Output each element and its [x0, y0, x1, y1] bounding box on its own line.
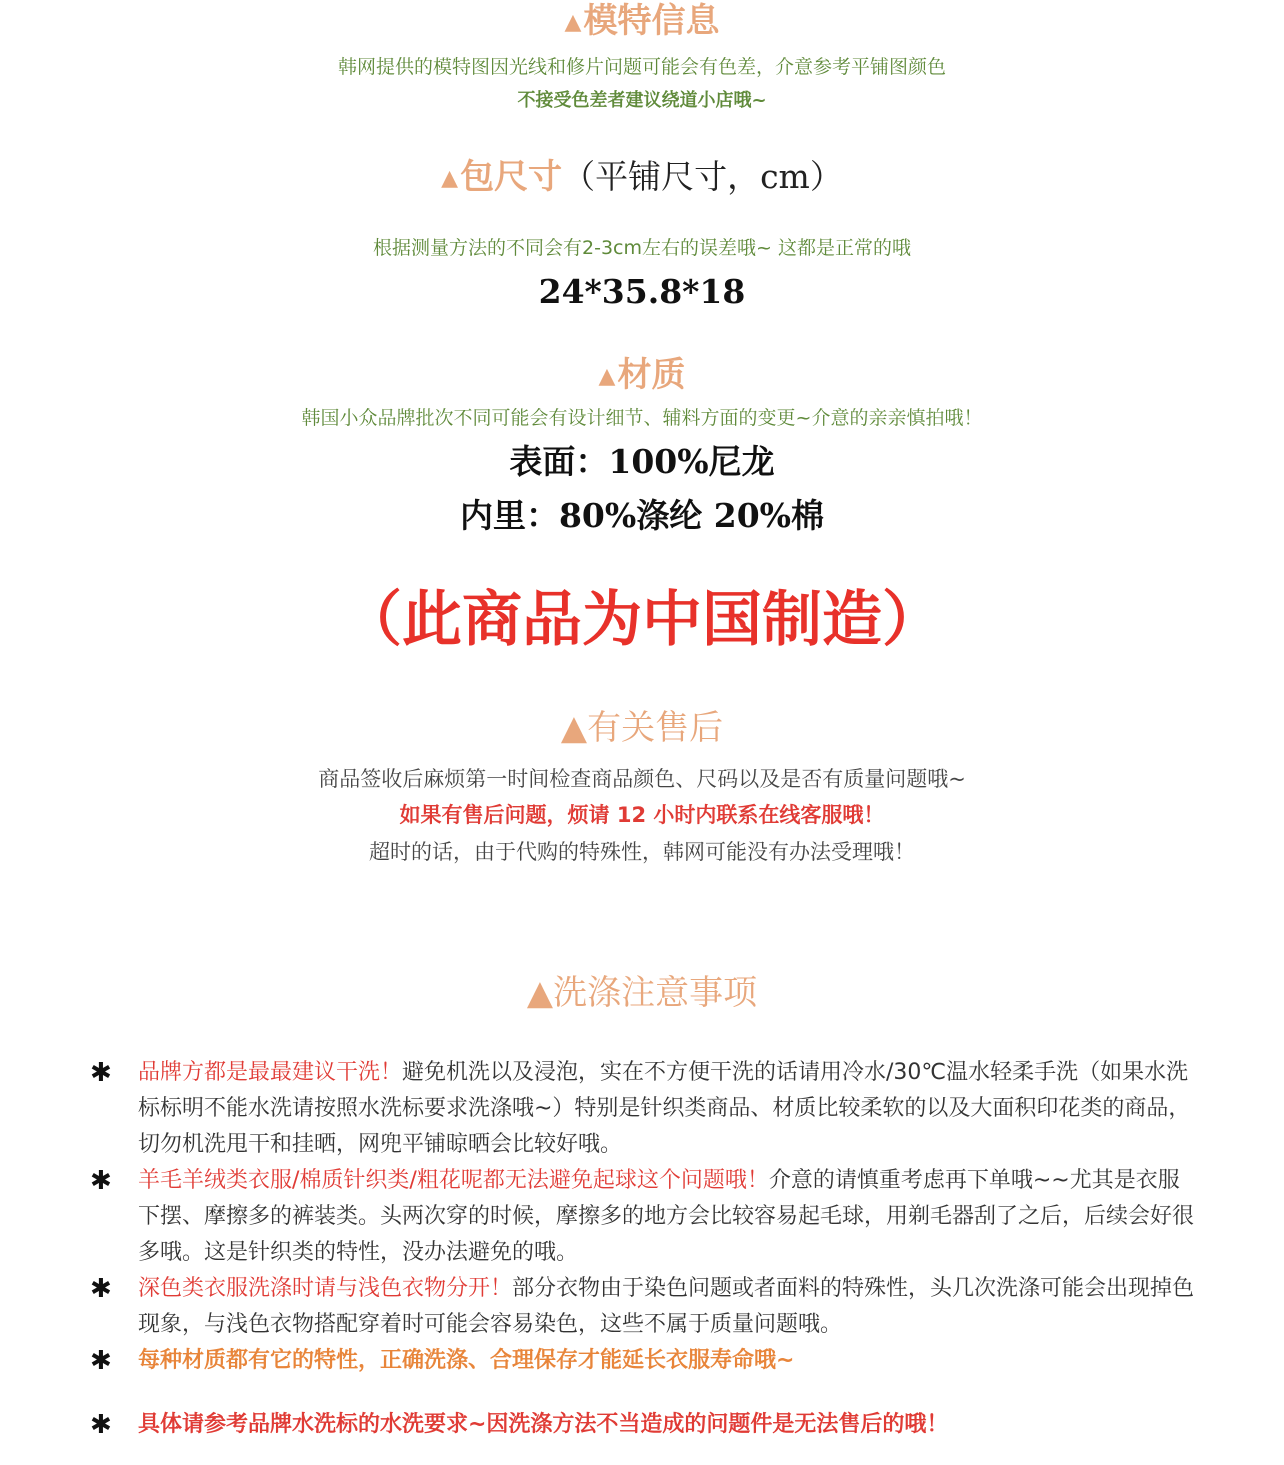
model-info-title-text: 模特信息 [583, 1, 720, 41]
after-sales-line3: 超时的话，由于代购的特殊性，韩网可能没有办法受理哦！ [369, 840, 915, 864]
material-note: 韩国小众品牌批次不同可能会有设计细节、辅料方面的变更~介意的亲亲慎拍哦！ [301, 407, 983, 429]
triangle-up-icon: ▲ [598, 363, 616, 389]
washing-highlight: 具体请参考品牌水洗标的水洗要求~因洗涤方法不当造成的问题件是无法售后的哦！ [138, 1412, 949, 1437]
asterisk-icon: ✱ [90, 1274, 112, 1304]
origin-statement: （此商品为中国制造） [342, 585, 942, 655]
washing-list [90, 1055, 1200, 1443]
material-surface: 表面：100%尼龙 [509, 442, 775, 481]
triangle-up-icon: ▲ [560, 708, 588, 748]
washing-title-text: 洗涤注意事项 [553, 973, 758, 1013]
washing-highlight: 深色类衣服洗涤时请与浅色衣物分开！ [138, 1276, 513, 1301]
bag-size-note: （平铺尺寸，cm） [562, 157, 843, 196]
bag-size-dimensions: 24*35.8*18 [538, 272, 746, 311]
washing-highlight: 每种材质都有它的特性，正确洗涤、合理保存才能延长衣服寿命哦~ [138, 1348, 795, 1373]
asterisk-icon: ✱ [90, 1058, 112, 1088]
washing-text: 部分衣物由于染色问题或者面料的特殊性，头几次洗涤可能会出现掉色现象，与浅色衣物搭配穿着时可能会容易染色，这些不属于质量问题哦。 [138, 1276, 1195, 1337]
list-item [90, 1163, 1200, 1271]
bag-size-tolerance: 根据测量方法的不同会有2-3cm左右的误差哦~ 这都是正常的哦 [373, 237, 911, 259]
washing-text: 介意的请慎重考虑再下单哦~~尤其是衣服下摆、摩擦多的裤装类。头两次穿的时候，摩擦多的地方会比较容易起毛球，用剃毛器刮了之后，后续会好很多哦。这是针织类的特性，没办法避免的哦。 [138, 1168, 1195, 1265]
washing-highlight: 羊毛羊绒类衣服/棉质针织类/粗花呢都无法避免起球这个问题哦！ [138, 1168, 769, 1193]
triangle-up-icon: ▲ [564, 9, 582, 35]
after-sales-line2: 如果有售后问题，烦请 12 小时内联系在线客服哦！ [399, 803, 885, 827]
bag-size-title [0, 156, 1284, 200]
list-item [90, 1343, 1200, 1379]
washing-highlight: 品牌方都是最最建议干洗！ [138, 1060, 403, 1085]
after-sales-title-text: 有关售后 [587, 708, 724, 748]
asterisk-icon: ✱ [90, 1166, 112, 1196]
triangle-up-icon: ▲ [526, 973, 554, 1013]
bag-size-title-text: 包尺寸 [460, 157, 563, 197]
asterisk-icon: ✱ [90, 1346, 112, 1376]
asterisk-icon: ✱ [90, 1410, 112, 1440]
model-info-title [0, 0, 1284, 44]
washing-title [0, 972, 1284, 1014]
after-sales-title [0, 707, 1284, 749]
list-item [90, 1407, 1200, 1443]
material-lining: 内里：80%涤纶 20%棉 [459, 496, 825, 535]
material-title [0, 354, 1284, 398]
list-item [90, 1271, 1200, 1343]
model-info-line2: 不接受色差者建议绕道小店哦~ [517, 90, 767, 111]
triangle-up-icon: ▲ [441, 165, 459, 191]
washing-text: 避免机洗以及浸泡，实在不方便干洗的话请用冷水/30℃温水轻柔手洗（如果水洗标标明不能水洗请按照水洗标要求洗涤哦~）特别是针织类商品、材质比较柔软的以及大面积印花类的商品，切勿机洗甩干和挂晒，网兜平铺晾晒会比较好哦。 [138, 1060, 1191, 1157]
model-info-line1: 韩网提供的模特图因光线和修片问题可能会有色差，介意参考平铺图颜色 [337, 56, 946, 78]
list-item [90, 1055, 1200, 1163]
material-title-text: 材质 [617, 355, 686, 395]
after-sales-line1: 商品签收后麻烦第一时间检查商品颜色、尺码以及是否有质量问题哦~ [318, 767, 966, 791]
